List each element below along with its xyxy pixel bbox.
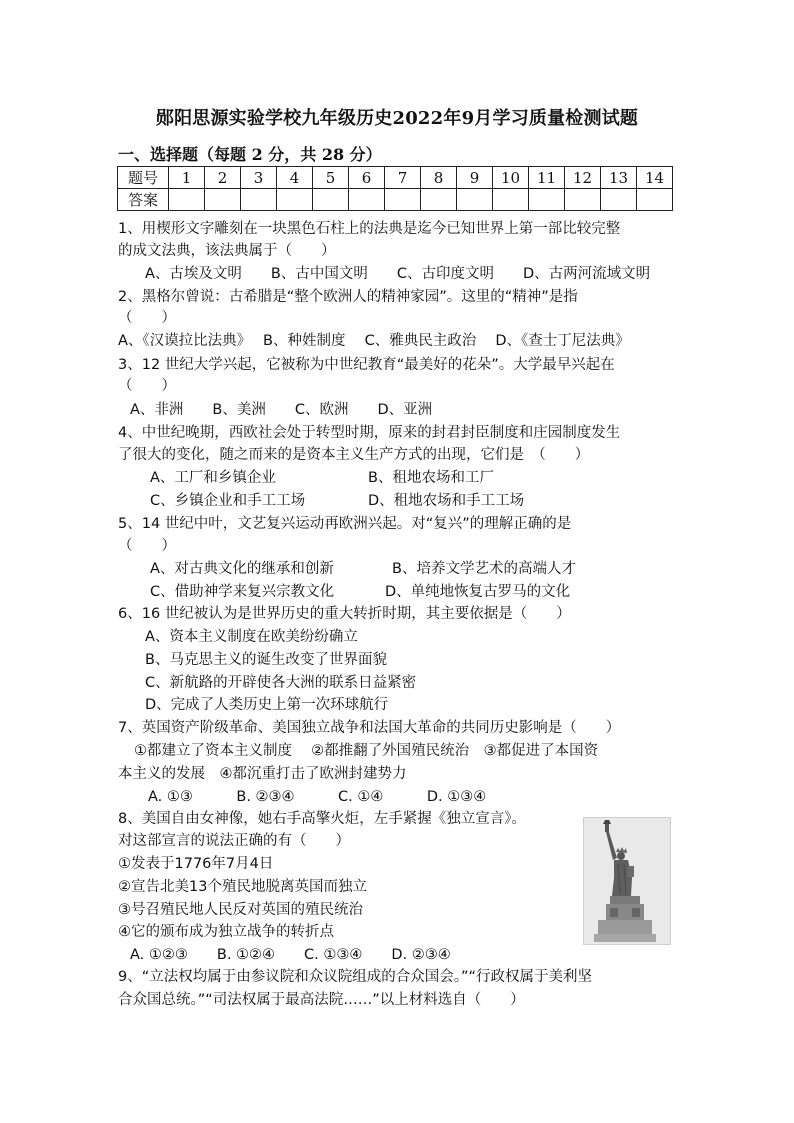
statue-of-liberty-icon [584,818,670,944]
question-7-stem: 7、英国资产阶级革命、美国独立战争和法国大革命的共同历史影响是（ ） [118,720,621,736]
question-6-stem: 6、16 世纪被认为是世界历史的重大转折时期，其主要依据是（ ） [118,606,571,622]
question-number-cell: 2 [205,167,241,189]
question-8-options: A. ①②③ B. ①②④ C. ①③④ D. ②③④ [130,947,451,963]
answer-cell[interactable] [313,189,349,211]
question-5-option-d: D、单纯地恢复古罗马的文化 [385,584,571,600]
question-number-row [118,167,673,189]
question-5-bracket: （ ） [118,538,176,554]
question-4-option-a: A、工厂和乡镇企业 [150,470,276,486]
question-6-option-c: C、新航路的开辟使各大洲的联系日益紧密 [145,675,417,691]
question-2-bracket: （ ） [118,310,176,326]
answer-cell[interactable] [529,189,565,211]
answer-row [118,189,673,211]
question-number-cell: 1 [169,167,205,189]
question-number-cell: 11 [529,167,565,189]
question-1-stem: 1、用楔形文字雕刻在一块黑色石柱上的法典是迄今已知世界上第一部比较完整 [118,221,621,237]
question-2-options: A、《汉谟拉比法典》 B、种姓制度 C、雅典民主政治 D、《查士丁尼法典》 [118,333,630,349]
answer-table [117,166,673,211]
question-9-stem: 9、“立法权均属于由参议院和众议院组成的合众国会。”“行政权属于美利坚 [118,969,593,985]
question-4-option-b: B、租地农场和工厂 [368,470,494,486]
question-8-stem-cont: 对这部宣言的说法正确的有（ ） [118,833,350,849]
question-8-statement-4: ④它的颁布成为独立战争的转折点 [118,924,334,940]
question-4-option-d: D、租地农场和手工工场 [368,493,525,509]
question-4-option-c: C、乡镇企业和手工工场 [150,493,306,509]
question-8-stem: 8、美国自由女神像，她右手高擎火炬，左手紧握《独立宣言》。 [118,811,526,827]
question-1-options: A、古埃及文明 B、古中国文明 C、古印度文明 D、古两河流域文明 [145,266,651,282]
question-number-cell: 9 [457,167,493,189]
question-8-statement-2: ②宣告北美13个殖民地脱离英国而独立 [118,879,367,895]
answer-cell[interactable] [277,189,313,211]
question-5-option-b: B、培养文学艺术的高端人才 [392,561,576,577]
exam-title: 郧阳思源实验学校九年级历史2022年9月学习质量检测试题 [155,108,639,129]
question-number-cell: 7 [385,167,421,189]
question-number-cell: 13 [601,167,637,189]
question-4-stem-cont: 了很大的变化，随之而来的是资本主义生产方式的出现，它们是 （ ） [118,447,590,463]
question-4-stem: 4、中世纪晚期，西欧社会处于转型时期，原来的封君封臣制度和庄园制度发生 [118,425,621,441]
statue-of-liberty-image [583,817,671,945]
row-label-number: 题号 [118,167,169,189]
question-7-statements: ①都建立了资本主义制度 ②都推翻了外国殖民统治 ③都促进了本国资 [134,743,599,759]
answer-cell[interactable] [385,189,421,211]
question-3-options: A、非洲 B、美洲 C、欧洲 D、亚洲 [130,402,433,418]
answer-cell[interactable] [637,189,673,211]
question-7-options: A. ①③ B. ②③④ C. ①④ D. ①③④ [148,789,487,805]
section-heading: 一、选择题（每题 2 分，共 28 分） [118,145,382,164]
answer-cell[interactable] [601,189,637,211]
question-5-option-c: C、借助神学来复兴宗教文化 [150,584,335,600]
question-number-cell: 5 [313,167,349,189]
question-6-option-a: A、资本主义制度在欧美纷纷确立 [145,629,358,645]
question-number-cell: 10 [493,167,529,189]
question-number-cell: 3 [241,167,277,189]
answer-cell[interactable] [169,189,205,211]
answer-cell[interactable] [421,189,457,211]
question-6-option-b: B、马克思主义的诞生改变了世界面貌 [145,652,387,668]
question-9-stem-cont: 合众国总统。”“司法权属于最高法院……”以上材料选自（ ） [118,992,525,1008]
answer-cell[interactable] [565,189,601,211]
answer-cell[interactable] [349,189,385,211]
question-5-option-a: A、对古典文化的继承和创新 [150,561,334,577]
question-3-bracket: （ ） [118,378,176,394]
answer-cell[interactable] [457,189,493,211]
answer-cell[interactable] [241,189,277,211]
question-number-cell: 14 [637,167,673,189]
question-number-cell: 12 [565,167,601,189]
question-2-stem: 2、黑格尔曾说：古希腊是“整个欧洲人的精神家园”。这里的“精神”是指 [118,289,578,305]
row-label-answer: 答案 [118,189,169,211]
question-number-cell: 6 [349,167,385,189]
question-number-cell: 8 [421,167,457,189]
question-6-option-d: D、完成了人类历史上第一次环球航行 [145,697,389,713]
question-8-statement-1: ①发表于1776年7月4日 [118,856,274,872]
question-8-statement-3: ③号召殖民地人民反对英国的殖民统治 [118,902,363,918]
answer-cell[interactable] [493,189,529,211]
answer-cell[interactable] [205,189,241,211]
question-number-cell: 4 [277,167,313,189]
question-7-statements-cont: 本主义的发展 ④都沉重打击了欧洲封建势力 [118,766,407,782]
question-3-stem: 3、12 世纪大学兴起，它被称为中世纪教育“最美好的花朵”。大学最早兴起在 [118,357,615,373]
question-1-stem-cont: 的成文法典，该法典属于（ ） [118,243,336,259]
question-5-stem: 5、14 世纪中叶，文艺复兴运动再欧洲兴起。对“复兴”的理解正确的是 [118,516,572,532]
